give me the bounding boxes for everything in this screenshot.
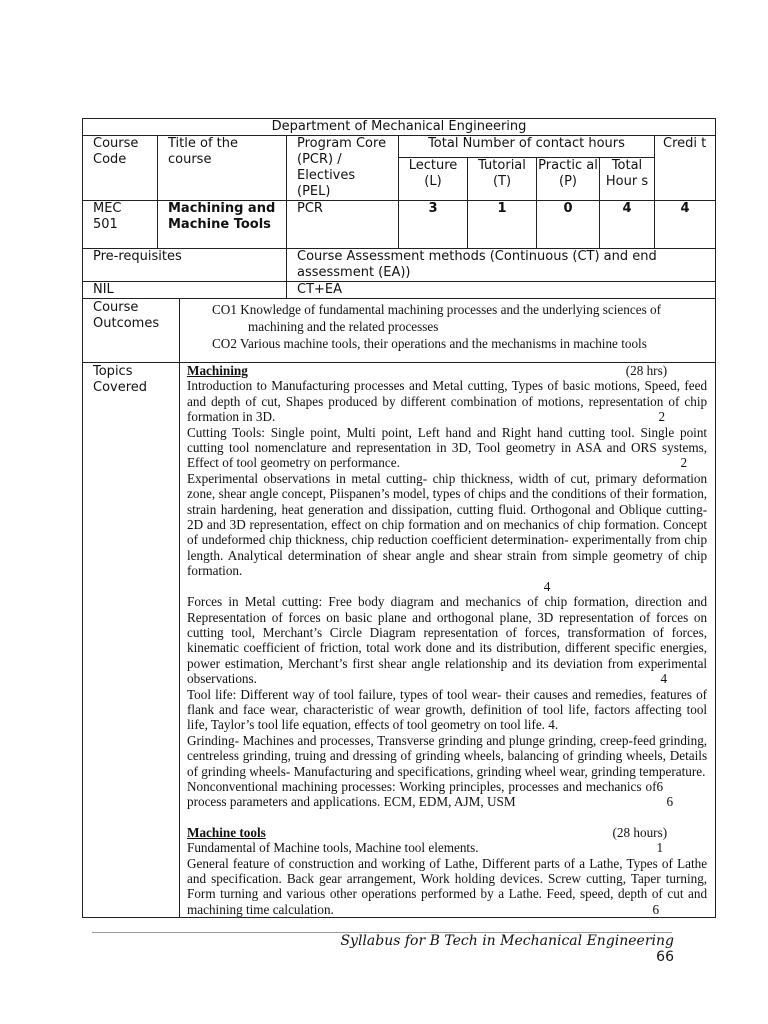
topic-paragraph: Nonconventional machining processes: Working principles, processes and mechanics of process parameters and applications. ECM, EDM, AJM, USM 6 — [187, 778, 674, 810]
co1-line-1: CO1 Knowledge of fundamental machining processes and the underlying sciences of — [212, 302, 661, 317]
tutorial-value: 1 — [468, 201, 537, 249]
footer-text: Syllabus for B Tech in Mechanical Engineering — [340, 933, 674, 949]
practical-header: Practic al (P) — [537, 158, 600, 201]
section-machining-hours: (28 hrs) — [625, 363, 668, 378]
topic-paragraph: Introduction to Manufacturing processes and Metal cutting, Types of basic motions, Speed, feed and depth of cut, Shapes produced by different combination of motions, representation of chip formation in 3D. 2 — [187, 378, 708, 425]
section-machine-tools-heading — [187, 825, 707, 840]
section-machine-tools-title: Machine tools — [187, 824, 266, 840]
topic-paragraph: Fundamental of Machine tools, Machine tool elements. 1 — [187, 840, 664, 856]
credit-header: Credi t — [655, 136, 716, 201]
prerequisites-label: Pre-requisites — [83, 249, 287, 282]
syllabus-table — [82, 118, 716, 918]
co2-line: CO2 Various machine tools, their operations and the mechanisms in machine tools — [212, 336, 647, 351]
lecture-header: Lecture (L) — [399, 158, 468, 201]
tutorial-header: Tutorial (T) — [468, 158, 537, 201]
topic-hours: 1 — [656, 840, 664, 856]
topic-hours: 4 — [660, 671, 668, 687]
topics-cell — [180, 363, 716, 918]
practical-value: 0 — [537, 201, 600, 249]
topic-paragraph: Cutting Tools: Single point, Multi point, Left hand and Right hand cutting tool. Single point cutting tool nomenclature and representation in 3D, Tool geometry in ASA and ORS systems, Effect of tool geometry on performance. 2 — [187, 424, 708, 471]
topic-hours: 6 — [652, 901, 660, 917]
course-code-header: Course Code — [83, 136, 158, 201]
topic-paragraph: General feature of construction and working of Lathe, Different parts of a Lathe, Types of Lathe and specification. Back gear arrangement, Work holding devices. Screw cutting, Taper turning, Form turning and various other operations performed by a Lathe. Feed, speed, depth of cut and machining time calculation. 6 — [187, 855, 708, 917]
co1-line-2: machining and the related processes — [248, 319, 439, 334]
topic-hours: 4 — [543, 578, 551, 594]
course-code: MEC 501 — [83, 201, 158, 249]
outcomes-label: Course Outcomes — [83, 299, 180, 363]
topic-paragraph: Forces in Metal cutting: Free body diagram and mechanics of chip formation, direction and Representation of forces on basic plane and orthogonal plane, 3D representation of forces on cutting tool, Merchant’s Circle Diagram representation of forces, transformation of forces, kinematic coefficient of friction, total work done and its distribution, different specific energies, power estimation, Merchant’s first shear angle relationship and its deviation from experimental observations. 4 — [187, 594, 708, 687]
topic-paragraph: Experimental observations in metal cutting- chip thickness, width of cut, primary deformation zone, shear angle concept, Piispanen’s model, types of chips and the conditions of their formation, strain hardening, heat generation and dissipation, cutting fluid. Orthogonal and Oblique cutting- 2D and 3D representation, effect on chip formation and on mechanics of chip formation. Concept of undeformed chip thickness, chip reduction coefficient determination- experimentally from chip length. Analytical determination of shear angle and shear strain from simple geometry of chip formation. — [187, 470, 708, 579]
lecture-value: 3 — [399, 201, 468, 249]
program-core-header: Program Core (PCR) / Electives (PEL) — [287, 136, 399, 201]
topic-paragraph: Tool life: Different way of tool failure, types of tool wear- their causes and remedies, features of flank and face wear, characteristic of wear growth, definition of tool life, factors affecting tool life, Taylor’s tool life equation, effects of tool geometry on tool life. 4. — [187, 686, 708, 733]
course-title: Machining and Machine Tools — [158, 201, 287, 249]
department-heading: Department of Mechanical Engineering — [83, 119, 716, 136]
course-title-header: Title of the course — [158, 136, 287, 201]
contact-hours-header: Total Number of contact hours — [399, 136, 655, 158]
total-hours-value: 4 — [600, 201, 655, 249]
topics-label: Topics Covered — [83, 363, 180, 918]
outcomes-cell — [180, 299, 716, 363]
section-machining-title: Machining — [187, 363, 248, 378]
course-type: PCR — [287, 201, 399, 249]
total-hours-header: Total Hour s — [600, 158, 655, 201]
section-machine-tools-hours: (28 hours) — [612, 824, 668, 840]
topic-hours: 2 — [658, 409, 666, 425]
topic-paragraph: Grinding- Machines and processes, Transverse grinding and plunge grinding, creep-feed grinding, centreless grinding, truing and dressing of grinding wheels, balancing of grinding wheels, Details of grinding wheels- Manufacturing and specifications, grinding wheel wear, grinding temperature. 6 — [187, 732, 708, 794]
prerequisites-value: NIL — [83, 282, 287, 299]
assessment-value: CT+EA — [287, 282, 716, 299]
topic-hours: 6 — [656, 778, 664, 794]
assessment-label: Course Assessment methods (Continuous (CT) and end assessment (EA)) — [287, 249, 716, 282]
credit-value: 4 — [655, 201, 716, 249]
topic-hours: 6 — [666, 794, 674, 810]
page-number: 66 — [656, 949, 674, 965]
section-machining-heading — [187, 363, 707, 378]
topic-hours: 2 — [680, 455, 688, 471]
